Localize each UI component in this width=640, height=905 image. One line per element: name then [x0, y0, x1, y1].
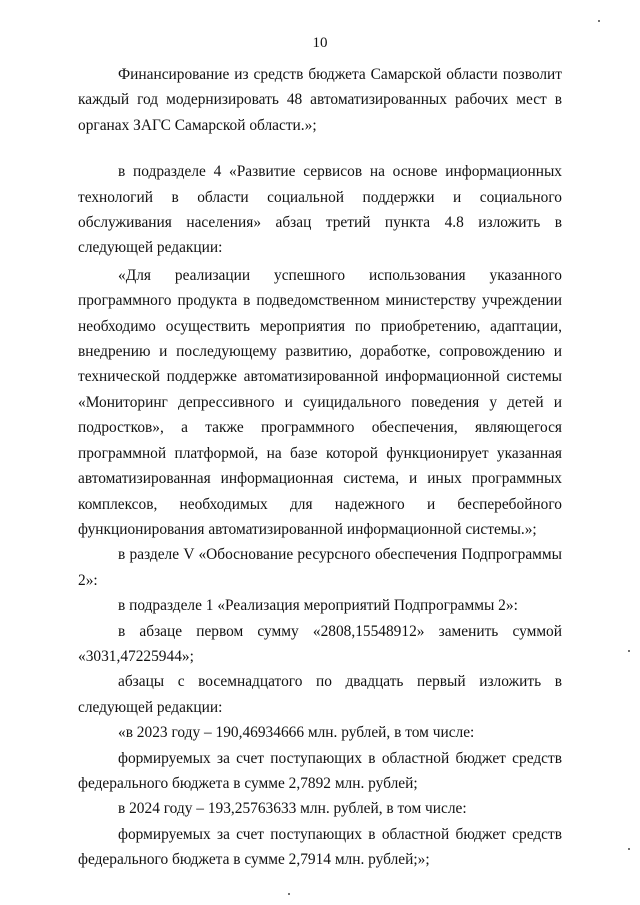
paragraph: «в 2023 году – 190,46934666 млн. рублей, в том числе:	[118, 724, 475, 742]
paragraph: в разделе V «Обоснование ресурсного обеспечения Подпрограммы 2»:	[78, 546, 562, 589]
paragraph: в подразделе 4 «Развитие сервисов на основе информационных технологий в области социальной поддержки и социального обслуживания населения» абзац третий пункта 4.8 изложить в следующей редакции:	[78, 163, 562, 257]
paragraph: абзацы с восемнадцатого по двадцать первый изложить в следующей редакции:	[78, 673, 562, 716]
paragraph: в 2024 году – 193,25763633 млн. рублей, в том числе:	[118, 800, 467, 818]
paragraph: в подразделе 1 «Реализация мероприятий Подпрограммы 2»:	[118, 597, 518, 615]
scan-speck	[288, 893, 290, 895]
paragraph: в абзаце первом сумму «2808,15548912» заменить суммой «3031,47225944»;	[78, 622, 562, 665]
paragraph: формируемых за счет поступающих в областной бюджет средств федерального бюджета в сумме 2,7892 млн. рублей;	[78, 749, 562, 792]
paragraph: Финансирование из средств бюджета Самарской области позволит каждый год модернизировать 48 автоматизированных рабочих мест в органах ЗАГС Самарской области.»;	[78, 66, 562, 134]
paragraph: «Для реализации успешного использования указанного программного продукта в подведомственном министерству учреждении необходимо осуществить мероприятия по приобретению, адаптации, внедрению и последующему развитию, доработке, сопровождению и технической поддержке автоматизированной информационной системы «Мониторинг депрессивного и суицидального поведения у детей и подростков», а также программного обеспечения, являющегося программной платформой, на базе которой функционирует указанная автоматизированная информационная система, и иных программных комплексов, необходимых для надежного и бесперебойного функционирования автоматизированной информационной системы.»;	[78, 266, 562, 538]
scan-speck	[628, 650, 630, 652]
paragraph: формируемых за счет поступающих в областной бюджет средств федерального бюджета в сумме 2,7914 млн. рублей;»;	[78, 825, 562, 869]
scan-speck	[598, 20, 600, 22]
page-number: 10	[312, 35, 328, 51]
document-body	[78, 62, 562, 873]
scan-speck	[628, 848, 630, 850]
